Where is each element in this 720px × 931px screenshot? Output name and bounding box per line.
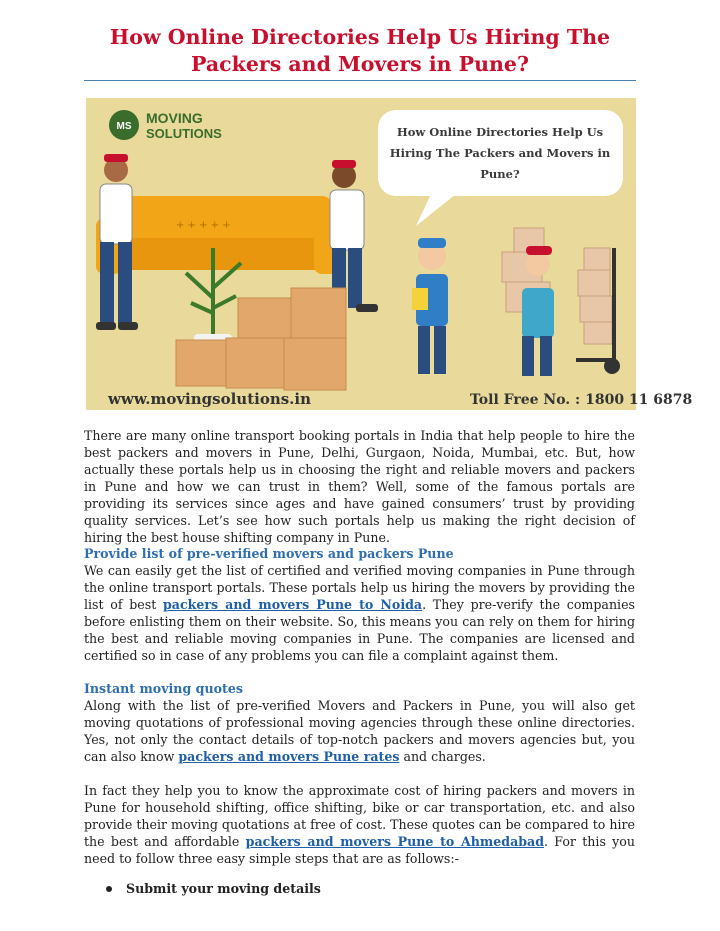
link-pune-rates[interactable]: packers and movers Pune rates (178, 749, 400, 764)
banner-footer (107, 390, 692, 408)
section2-paragraph (84, 697, 635, 765)
logo-badge: MS (116, 121, 132, 132)
mover-left-icon (96, 154, 138, 330)
mover-clipboard-icon (412, 238, 448, 374)
link-pune-to-ahmedabad[interactable]: packers and movers Pune to Ahmedabad (245, 834, 545, 849)
bubble-line-1: How Online Directories Help Us (396, 125, 604, 139)
logo-line1: MOVING (146, 110, 203, 126)
title-divider (84, 80, 636, 81)
website-url: www.movingsolutions.in (108, 390, 311, 408)
mover-trolley-icon (502, 228, 620, 376)
section1-paragraph (84, 562, 635, 664)
section2-text-after: and charges. (399, 749, 486, 764)
logo (109, 110, 222, 141)
link-pune-to-noida[interactable]: packers and movers Pune to Noida (162, 597, 423, 612)
intro-text: There are many online transport booking portals in India that help people to hire the best packers and movers in Pune, Delhi, Gurgaon, Noida, Mumbai, etc. But, how actually these portals help us in choosing the right and reliable movers and packers in Pune and how we can trust in them? Well, some of the famous portals are providing its services since ages and have gained consumers’ trust by providing quality services. Let’s see how such portals help us making the right decision of hiring the best house shifting company in Pune. (84, 428, 635, 545)
bubble-line-3: Pune? (480, 167, 520, 181)
paragraph3-text-after: . For this you need to follow three easy simple steps that are as follows:- (84, 834, 635, 866)
intro-paragraph (84, 427, 635, 546)
page-title: How Online Directories Help Us Hiring The Packers and Movers in Pune? (109, 25, 611, 76)
speech-bubble (378, 110, 623, 226)
banner-illustration (86, 98, 693, 410)
sofa-icon (96, 196, 340, 274)
section2-heading: Instant moving quotes (84, 681, 243, 696)
bullet-text: Submit your moving details (126, 881, 321, 896)
bubble-line-2: Hiring The Packers and Movers in (389, 146, 611, 160)
bullet-icon (106, 886, 112, 892)
paragraph3-text-before: In fact they help you to know the approximate cost of hiring packers and movers in Pune for household shifting, office shifting, bike or car transportation, etc. and also provide their moving quotations at free of cost. These quotes can be compared to hire the best and affordable (84, 783, 635, 849)
section1-text-before: We can easily get the list of certified and verified moving companies in Pune through the online transport portals. These portals help us hiring the movers by providing the list of best (84, 563, 635, 612)
section1-heading: Provide list of pre-verified movers and packers Pune (84, 546, 454, 561)
logo-line2: SOLUTIONS (146, 126, 222, 141)
hero-banner (86, 98, 693, 410)
bullet-item (106, 880, 321, 897)
section1-text-after: . They pre-verify the companies before enlisting them on their website. So, this means you can rely on them for hiring the best and reliable moving companies in Pune. The companies are licensed and certified so in case of any problems you can file a complaint against them. (84, 597, 635, 663)
tollfree-number: Toll Free No. : 1800 11 6878 (470, 392, 693, 408)
svg-text:+ + + + +: + + + + + (176, 220, 231, 231)
section2-text-before: Along with the list of pre-verified Movers and Packers in Pune, you will also get moving quotations of professional moving agencies through these online directories. Yes, not only the contact details of top-notch packers and movers agencies but, you can also know (84, 698, 635, 764)
paragraph3 (84, 782, 635, 867)
